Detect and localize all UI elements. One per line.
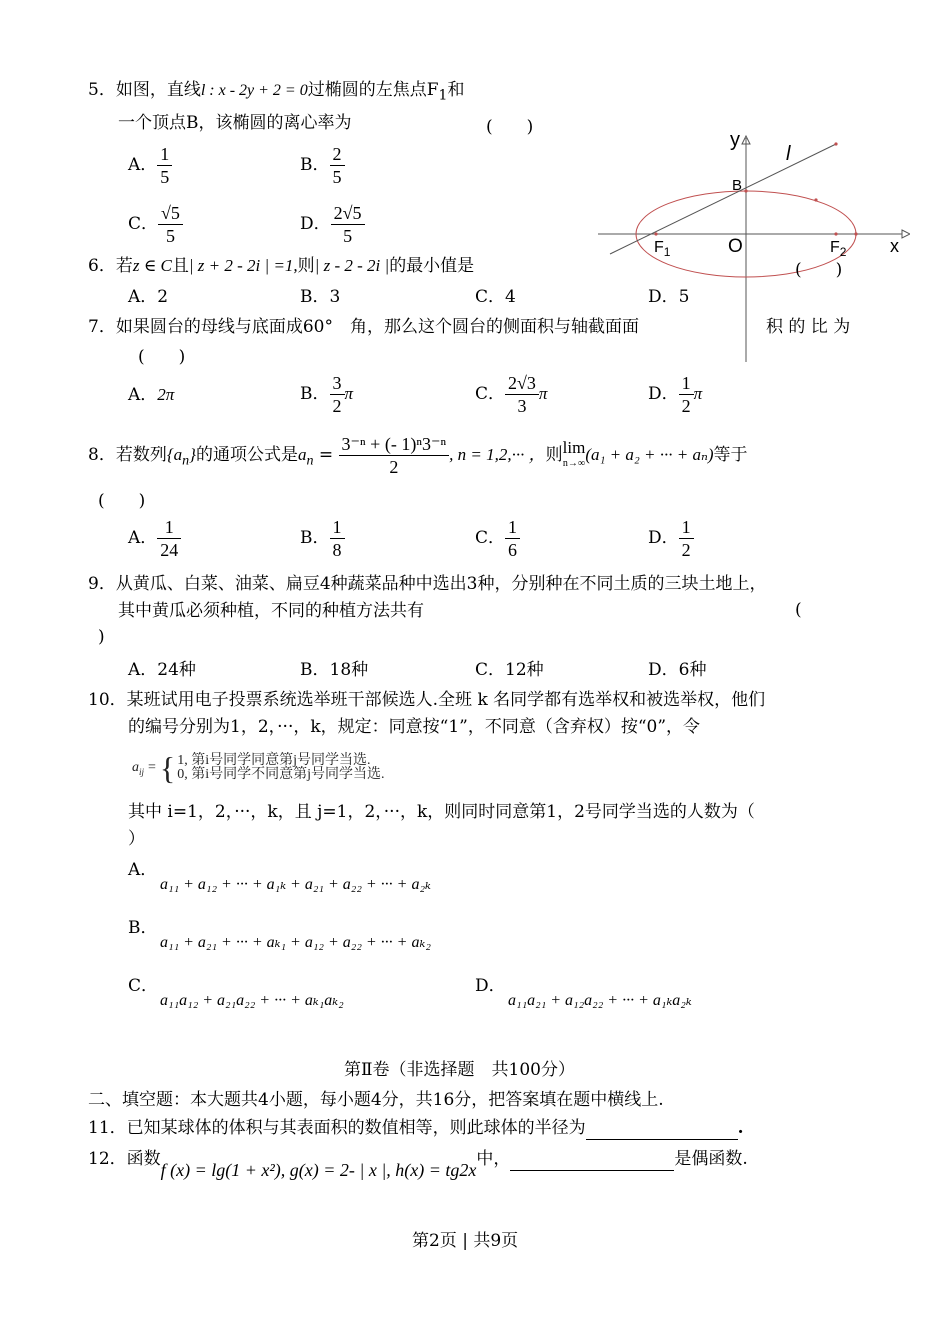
q10-line4: ） bbox=[128, 829, 145, 849]
q6-text-c: 则 bbox=[297, 256, 315, 276]
point-on-ellipse bbox=[814, 198, 817, 201]
q11-answer-blank[interactable] bbox=[586, 1117, 738, 1140]
q5-option-a bbox=[128, 143, 172, 188]
q12-expr: f (x) = lg(1 + x²), g(x) = 2- | x |, h(x) = tg2x bbox=[160, 1160, 477, 1180]
q10-number: 10． bbox=[88, 690, 127, 710]
q8-text-d: 等于 bbox=[713, 445, 748, 465]
label-f2: $F_2$ bbox=[830, 239, 847, 259]
q5-text-c: 和 bbox=[447, 80, 465, 100]
label-o: O bbox=[728, 236, 743, 257]
fraction-numerator: √5 bbox=[158, 202, 183, 225]
q9-paren-close: ) bbox=[98, 627, 105, 647]
q11-number: 11． bbox=[88, 1118, 127, 1138]
q9-line1 bbox=[88, 573, 766, 595]
q10-option-b-label: B． bbox=[128, 918, 158, 938]
q5-answer-paren: ( ) bbox=[486, 117, 534, 137]
q6-cond2: | z + 2 - 2i | =1, bbox=[188, 256, 298, 275]
q6-option-b: B．3 bbox=[300, 287, 341, 307]
q6-text-a: 若 bbox=[115, 256, 133, 276]
q5-line1 bbox=[88, 79, 464, 106]
q10-case1: 1, 第i号同学同意第j号同学当选. bbox=[177, 753, 371, 768]
q7-answer-paren: ( ) bbox=[138, 347, 186, 367]
q11 bbox=[88, 1117, 744, 1140]
q12 bbox=[88, 1147, 748, 1180]
q5-text-a: 如图，直线 bbox=[115, 80, 201, 100]
q8-text-a: 若数列 bbox=[115, 445, 167, 465]
label-l: l bbox=[786, 143, 791, 165]
q9-option-a: A．24种 bbox=[128, 660, 196, 680]
q10-option-c-expr: a₁₁a₁₂ + a₂₁a₂₂ + ··· + aₖ₁aₖ₂ bbox=[160, 992, 344, 1009]
page-footer: 第2页 | 共9页 bbox=[412, 1231, 519, 1251]
q6-option-d: D．5 bbox=[648, 287, 690, 307]
q5-equation: l : x - 2y + 2 = 0 bbox=[200, 82, 308, 99]
point-right-vertex bbox=[854, 232, 857, 235]
q12-text-b: 中， bbox=[476, 1149, 511, 1169]
q6-line1 bbox=[88, 255, 474, 277]
q10-line1 bbox=[88, 689, 765, 711]
q8-an: $a_n$ bbox=[297, 445, 314, 469]
q9-text1: 从黄瓜、白菜、油菜、扁豆4种蔬菜品种中选出3种，分别种在不同土质的三块土地上， bbox=[115, 574, 767, 594]
q8-option-d: D． $\frac{1}{2}$ bbox=[648, 516, 694, 561]
q6-text-b: 且 bbox=[171, 256, 189, 276]
label-y: y bbox=[730, 129, 740, 151]
q6-answer-paren: ( ) bbox=[795, 260, 843, 280]
part2-title: 第Ⅱ卷（非选择题 共100分） bbox=[344, 1060, 576, 1080]
q12-number: 12． bbox=[88, 1149, 127, 1169]
q8-seq: $\{a_n\}$ bbox=[166, 445, 196, 469]
q7-text-end: 积 的 比 为 bbox=[766, 317, 851, 337]
q11-end: . bbox=[737, 1118, 744, 1138]
q8-line1 bbox=[88, 432, 748, 484]
q9-option-c: C．12种 bbox=[475, 660, 544, 680]
q5-number: 5． bbox=[88, 80, 116, 100]
q8-fraction: $\frac{\text{3⁻ⁿ + (- 1)ⁿ3⁻ⁿ}}{2}$ bbox=[339, 433, 450, 478]
q9-option-d: D．6种 bbox=[648, 660, 707, 680]
point-b bbox=[744, 189, 747, 192]
q8-text-c: 则 bbox=[545, 445, 563, 465]
q7-text: 如果圆台的母线与底面成60° 角，那么这个圆台的侧面积与轴截面面 bbox=[115, 317, 639, 337]
q8-option-a: A． $\frac{1}{24}$ bbox=[128, 516, 181, 561]
q5-line2: 一个顶点B，该椭圆的离心率为 bbox=[118, 113, 352, 133]
point-f1 bbox=[654, 232, 657, 235]
q9-line2: 其中黄瓜必须种植，不同的种植方法共有 bbox=[118, 601, 424, 621]
q8-option-b: B． $\frac{1}{8}$ bbox=[300, 516, 345, 561]
q10-line3: 其中 i=1，2，···，k，且 j=1，2，···，k，则同时同意第1，2号同学当选的人数为（ bbox=[128, 802, 755, 822]
line-l bbox=[610, 144, 836, 254]
q5-option-b bbox=[300, 143, 345, 188]
part2-section: 二、填空题：本大题共4小题，每小题4分，共16分，把答案填在题中横线上. bbox=[88, 1090, 664, 1110]
x-axis-arrow-icon bbox=[902, 230, 910, 238]
q10-option-b-expr: a₁₁ + a₂₁ + ··· + aₖ₁ + a₁₂ + a₂₂ + ··· + aₖ₂ bbox=[160, 934, 431, 951]
q5-option-d bbox=[300, 202, 365, 247]
q5-option-c bbox=[128, 202, 183, 247]
fraction-numerator: 2 bbox=[330, 143, 345, 166]
q10-option-c-label: C． bbox=[128, 976, 159, 996]
q5-sub1: 1 bbox=[438, 87, 448, 104]
q8-text-b: 的通项公式是 bbox=[195, 445, 298, 465]
q9-option-b: B．18种 bbox=[300, 660, 369, 680]
q8-range: , n = 1,2,··· ， bbox=[449, 445, 546, 464]
fraction-denominator: 5 bbox=[160, 167, 170, 187]
q9-paren-open: ( bbox=[795, 600, 802, 620]
q8-lim-expr: (a₁ + a₂ + ··· + aₙ) bbox=[585, 445, 714, 464]
option-label: B． bbox=[300, 155, 330, 175]
q10-option-a-expr: a₁₁ + a₁₂ + ··· + a₁ₖ + a₂₁ + a₂₂ + ··· + a₂ₖ bbox=[160, 876, 431, 893]
q7-line1 bbox=[88, 316, 639, 338]
q7-option-c: C． $\frac{2√3}{3}$ π bbox=[475, 373, 548, 416]
q8-answer-paren: ( ) bbox=[98, 491, 146, 511]
q8-eq: = bbox=[313, 445, 339, 465]
fraction-numerator: 1 bbox=[157, 143, 172, 166]
point-on-line bbox=[834, 142, 837, 145]
q9-number: 9． bbox=[88, 574, 116, 594]
q10-piecewise: $a_{ij}$ = { 1, 第i号同学同意第j号同学当选. 0, 第i号同学不同意第j号同学当选. bbox=[132, 750, 385, 786]
q8-option-c: C． $\frac{1}{6}$ bbox=[475, 516, 520, 561]
q5-text-b: 过椭圆的左焦点F bbox=[307, 80, 439, 100]
q6-number: 6． bbox=[88, 256, 116, 276]
q8-number: 8． bbox=[88, 445, 116, 465]
q12-text-a: 函数 bbox=[126, 1149, 161, 1169]
q6-expr: | z - 2 - 2i | bbox=[314, 256, 390, 275]
point-f2 bbox=[834, 232, 837, 235]
q11-text: 已知某球体的体积与其表面积的数值相等，则此球体的半径为 bbox=[126, 1118, 586, 1138]
q10-text1: 某班试用电子投票系统选举班干部候选人.全班 k 名同学都有选举权和被选举权，他们 bbox=[126, 690, 766, 710]
q6-option-c: C．4 bbox=[475, 287, 516, 307]
q10-option-d-expr: a₁₁a₂₁ + a₁₂a₂₂ + ··· + a₁ₖa₂ₖ bbox=[508, 992, 692, 1009]
fraction-numerator: 2√5 bbox=[331, 202, 365, 225]
q6-text-d: 的最小值是 bbox=[389, 256, 475, 276]
q8-lim: lim n→∞ bbox=[562, 437, 586, 469]
option-label: D． bbox=[300, 214, 331, 234]
label-f1: $F_1$ bbox=[654, 239, 671, 259]
q7-option-d: D． $\frac{1}{2}$ π bbox=[648, 373, 703, 416]
q6-option-a: A．2 bbox=[128, 287, 169, 307]
option-label: A． bbox=[128, 155, 158, 175]
fraction-denominator: 5 bbox=[165, 226, 175, 246]
fraction-denominator: 5 bbox=[332, 167, 342, 187]
option-label: C． bbox=[128, 214, 159, 234]
q12-answer-blank[interactable] bbox=[510, 1148, 674, 1171]
label-x: x bbox=[890, 236, 899, 256]
label-b: B bbox=[732, 177, 743, 194]
q10-option-d-label: D． bbox=[475, 976, 506, 996]
q6-cond1: z ∈ C bbox=[132, 256, 172, 275]
fraction-denominator: 5 bbox=[343, 226, 353, 246]
q7-option-a: A．2π bbox=[128, 385, 175, 405]
q7-number: 7． bbox=[88, 317, 116, 337]
q10-option-a-label: A． bbox=[128, 860, 158, 880]
q12-text-c: 是偶函数. bbox=[674, 1149, 748, 1169]
q10-line2: 的编号分别为1，2，···，k，规定：同意按“1”，不同意（含弃权）按“0”，令 bbox=[128, 717, 701, 737]
q7-option-b: B． $\frac{3}{2}$ π bbox=[300, 373, 354, 416]
q10-case2: 0, 第i号同学不同意第j号同学当选. bbox=[177, 767, 385, 782]
